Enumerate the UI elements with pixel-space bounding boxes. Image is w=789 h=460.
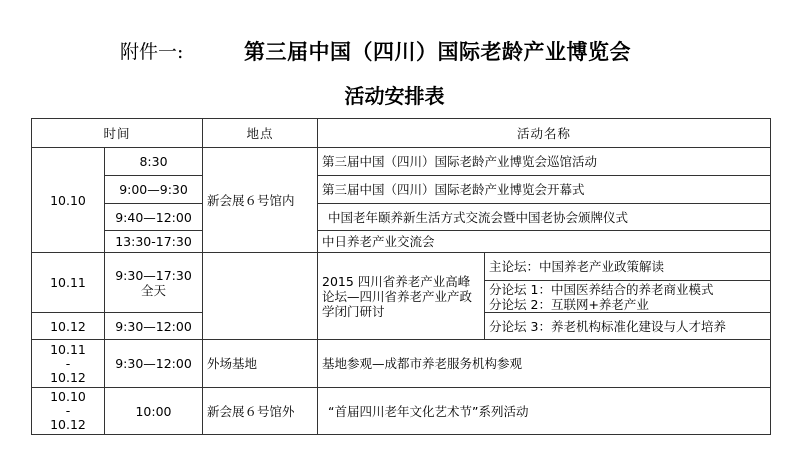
date-cell: 10.12 [32,313,105,340]
table-row [32,231,771,253]
place-cell: 新会展６号馆外 [203,388,318,435]
date-end: 10.12 [50,417,86,432]
activity-cell: 第三届中国（四川）国际老龄产业博览会开幕式 [318,176,771,204]
table-row [32,253,771,281]
forum-session [485,281,771,313]
header-place: 地点 [203,119,318,148]
forum-session-1: 分论坛 1：中国医养结合的养老商业模式 [489,281,714,297]
time-range: 9:30—17:30 [115,267,192,283]
activity-cell: 基地参观—成都市养老服务机构参观 [318,340,771,388]
date-sep: - [65,355,71,371]
table-row [32,148,771,176]
time-cell [105,253,203,313]
time-cell: 8:30 [105,148,203,176]
activity-cell: 中日养老产业交流会 [318,231,771,253]
place-cell-blank [203,253,318,340]
date-end: 10.12 [50,369,86,385]
forum-cell: 2015 四川省养老产业高峰论坛—四川省养老产业产政学闭门研讨 [318,253,485,340]
date-range-cell [32,388,105,435]
document-subtitle: 活动安排表 [344,84,445,108]
table-row [32,176,771,204]
time-cell: 9:30—12:00 [105,340,203,388]
forum-session-2: 分论坛 2：互联网+养老产业 [489,296,649,312]
date-sep: - [65,403,71,418]
date-start: 10.11 [50,341,86,357]
time-cell: 9:00—9:30 [105,176,203,204]
time-cell: 9:40—12:00 [105,204,203,231]
date-cell: 10.11 [32,253,105,313]
header-time: 时间 [32,119,203,148]
time-cell: 9:30—12:00 [105,313,203,340]
schedule-table [31,118,771,435]
table-row [32,388,771,435]
document-title: 第三届中国（四川）国际老龄产业博览会 [244,40,631,64]
time-cell: 13:30-17:30 [105,231,203,253]
activity-cell: 第三届中国（四川）国际老龄产业博览会巡馆活动 [318,148,771,176]
place-cell: 新会展６号馆内 [203,148,318,253]
activity-cell: “首届四川老年文化艺术节”系列活动 [318,388,771,435]
table-row [32,340,771,388]
time-note: 全天 [141,282,167,298]
date-start: 10.10 [50,389,86,404]
table-row [32,204,771,231]
date-range-cell [32,340,105,388]
time-cell: 10:00 [105,388,203,435]
table-header-row [32,119,771,148]
header-activity: 活动名称 [318,119,771,148]
date-cell: 10.10 [32,148,105,253]
forum-session: 分论坛 3：养老机构标准化建设与人才培养 [485,313,771,340]
activity-cell: 中国老年颐养新生活方式交流会暨中国老协会颁牌仪式 [318,204,771,231]
place-cell: 外场基地 [203,340,318,388]
attachment-label: 附件一: [120,41,184,63]
forum-session: 主论坛：中国养老产业政策解读 [485,253,771,281]
